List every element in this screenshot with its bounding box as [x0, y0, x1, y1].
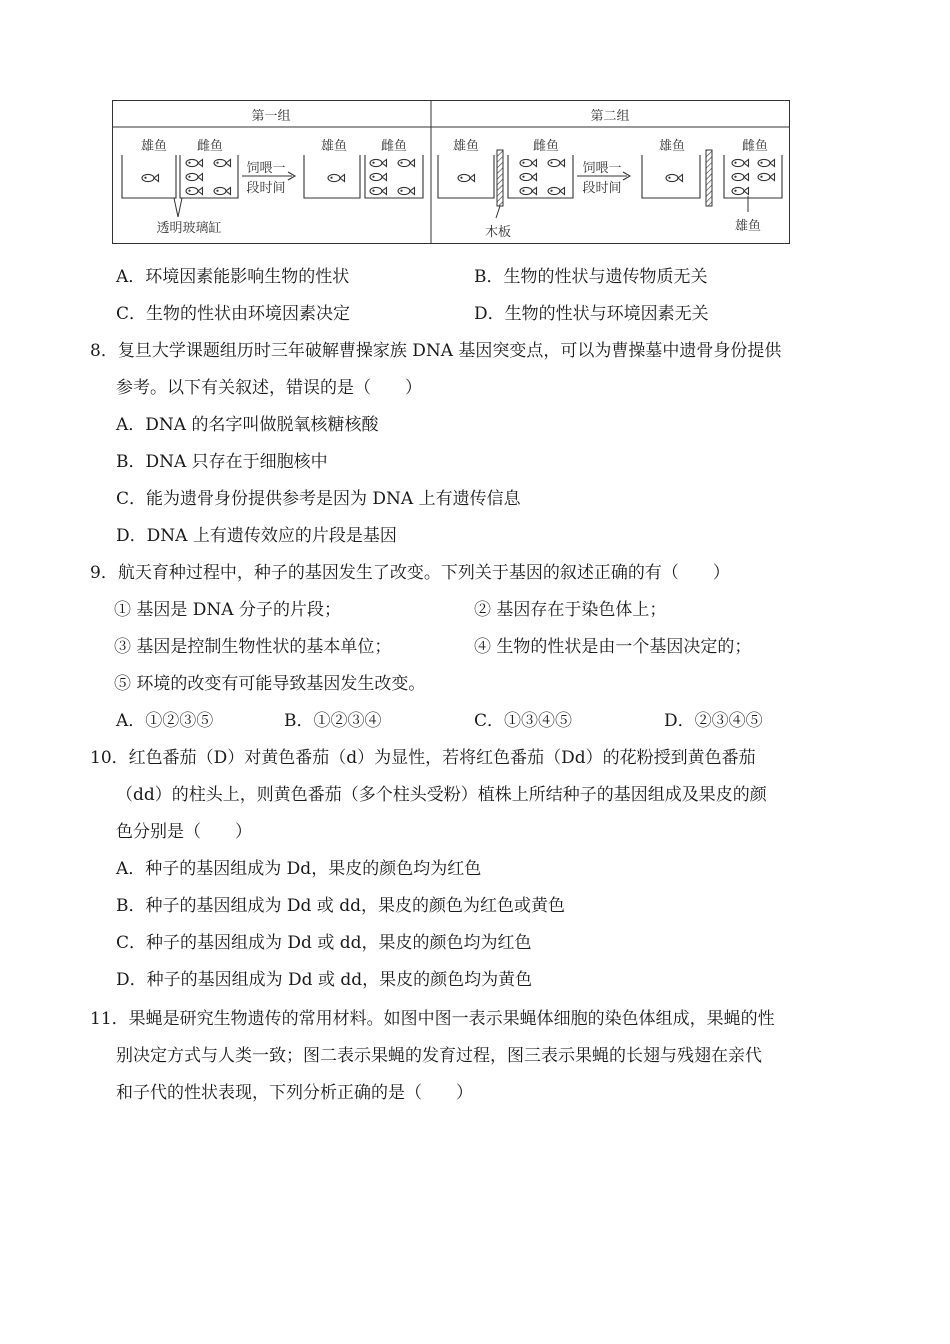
- g1-feed-text1: 饲喂一: [246, 161, 286, 176]
- q9-option-c: C．①③④⑤: [474, 711, 573, 731]
- group1-title: 第一组: [251, 109, 291, 124]
- fish-icon: [186, 173, 203, 180]
- fish-icon: [214, 187, 231, 194]
- q7-option-d: D．生物的性状与环境因素无关: [474, 304, 709, 324]
- fish-icon: [520, 187, 537, 194]
- q7-option-a: A．环境因素能影响生物的性状: [116, 267, 350, 287]
- fish-icon: [370, 159, 387, 166]
- q10-option-b: B．种子的基因组成为 Dd 或 dd，果皮的颜色为红色或黄色: [116, 896, 565, 916]
- group2-title: 第二组: [590, 109, 630, 124]
- fish-icon: [732, 159, 749, 166]
- wood-board-label: 木板: [484, 225, 512, 240]
- q10-stem-line3: 色分别是（ ）: [116, 822, 252, 842]
- fish-icon: [758, 159, 775, 166]
- q9-stem: 9．航天育种过程中，种子的基因发生了改变。下列关于基因的叙述正确的有（ ）: [90, 563, 730, 583]
- glass-tank-label: 透明玻璃缸: [156, 221, 222, 236]
- q10-stem-line1: 10．红色番茄（D）对黄色番茄（d）为显性，若将红色番茄（Dd）的花粉授到黄色番茄: [90, 748, 756, 768]
- q10-option-a: A．种子的基因组成为 Dd，果皮的颜色均为红色: [116, 859, 482, 879]
- g2-female-label-after: 雌鱼: [741, 139, 769, 154]
- q9-statement-2: ② 基因存在于染色体上；: [474, 600, 667, 620]
- fish-icon: [186, 159, 203, 166]
- fish-icon: [548, 159, 565, 166]
- q11-stem-line3: 和子代的性状表现，下列分析正确的是（ ）: [116, 1083, 473, 1103]
- q9-option-b: B．①②③④: [284, 711, 382, 731]
- g1-male-label-before: 雄鱼: [140, 139, 168, 154]
- q9-statement-3: ③ 基因是控制生物性状的基本单位；: [114, 637, 392, 657]
- g2-male-label-before: 雄鱼: [452, 139, 480, 154]
- q8-option-d: D．DNA 上有遗传效应的片段是基因: [116, 526, 397, 546]
- fish-icon: [458, 174, 475, 181]
- g2-feed-text2: 段时间: [582, 181, 622, 196]
- q9-option-d: D．②③④⑤: [664, 711, 763, 731]
- fish-icon: [214, 159, 231, 166]
- fish-icon: [548, 187, 565, 194]
- q8-option-b: B．DNA 只存在于细胞核中: [116, 452, 328, 472]
- fish-icon: [732, 173, 749, 180]
- g1-female-label-after: 雌鱼: [380, 139, 408, 154]
- g2-male-label-after: 雄鱼: [658, 139, 686, 154]
- fish-icon: [398, 187, 415, 194]
- fish-icon: [758, 173, 775, 180]
- fish-icon: [370, 173, 387, 180]
- q10-option-d: D．种子的基因组成为 Dd 或 dd，果皮的颜色均为黄色: [116, 970, 533, 990]
- fish-icon: [186, 187, 203, 194]
- fish-icon: [732, 187, 749, 194]
- q8-option-c: C．能为遗骨身份提供参考是因为 DNA 上有遗传信息: [116, 489, 521, 509]
- fish-icon: [370, 187, 387, 194]
- fish-icon: [520, 159, 537, 166]
- fish-icon: [328, 174, 345, 181]
- q11-stem-line2: 别决定方式与人类一致；图二表示果蝇的发育过程，图三表示果蝇的长翅与残翅在亲代: [116, 1046, 762, 1066]
- fish-icon: [520, 173, 537, 180]
- q9-option-a: A．①②③⑤: [116, 711, 214, 731]
- q8-stem-line2: 参考。以下有关叙述，错误的是（ ）: [116, 378, 422, 398]
- q11-stem-line1: 11．果蝇是研究生物遗传的常用材料。如图中图一表示果蝇体细胞的染色体组成，果蝇的性: [90, 1009, 775, 1029]
- g1-male-label-after: 雄鱼: [320, 139, 348, 154]
- experiment-figure: [112, 100, 790, 244]
- q9-statement-5: ⑤ 环境的改变有可能导致基因发生改变。: [114, 674, 426, 694]
- g2-male-pointer-label: 雄鱼: [734, 219, 762, 234]
- q7-option-c: C．生物的性状由环境因素决定: [116, 304, 351, 324]
- g1-male-tank-before: [122, 155, 176, 198]
- fish-icon: [142, 174, 159, 181]
- g1-feed-text2: 段时间: [246, 181, 286, 196]
- q8-stem-line1: 8．复旦大学课题组历时三年破解曹操家族 DNA 基因突变点，可以为曹操墓中遗骨身份提供: [90, 341, 782, 361]
- q8-option-a: A．DNA 的名字叫做脱氧核糖核酸: [116, 415, 379, 435]
- g2-female-label-before: 雌鱼: [532, 139, 560, 154]
- q10-option-c: C．种子的基因组成为 Dd 或 dd，果皮的颜色均为红色: [116, 933, 532, 953]
- fish-icon: [398, 159, 415, 166]
- q9-statement-1: ① 基因是 DNA 分子的片段；: [114, 600, 341, 620]
- q9-statement-4: ④ 生物的性状是由一个基因决定的；: [474, 637, 752, 657]
- g2-feed-text1: 饲喂一: [582, 161, 622, 176]
- q10-stem-line2: （dd）的柱头上，则黄色番茄（多个柱头受粉）植株上所结种子的基因组成及果皮的颜: [116, 785, 767, 805]
- fish-icon: [666, 174, 683, 181]
- wood-board: [497, 150, 503, 206]
- q7-option-b: B．生物的性状与遗传物质无关: [474, 267, 708, 287]
- g1-female-label-before: 雌鱼: [196, 139, 224, 154]
